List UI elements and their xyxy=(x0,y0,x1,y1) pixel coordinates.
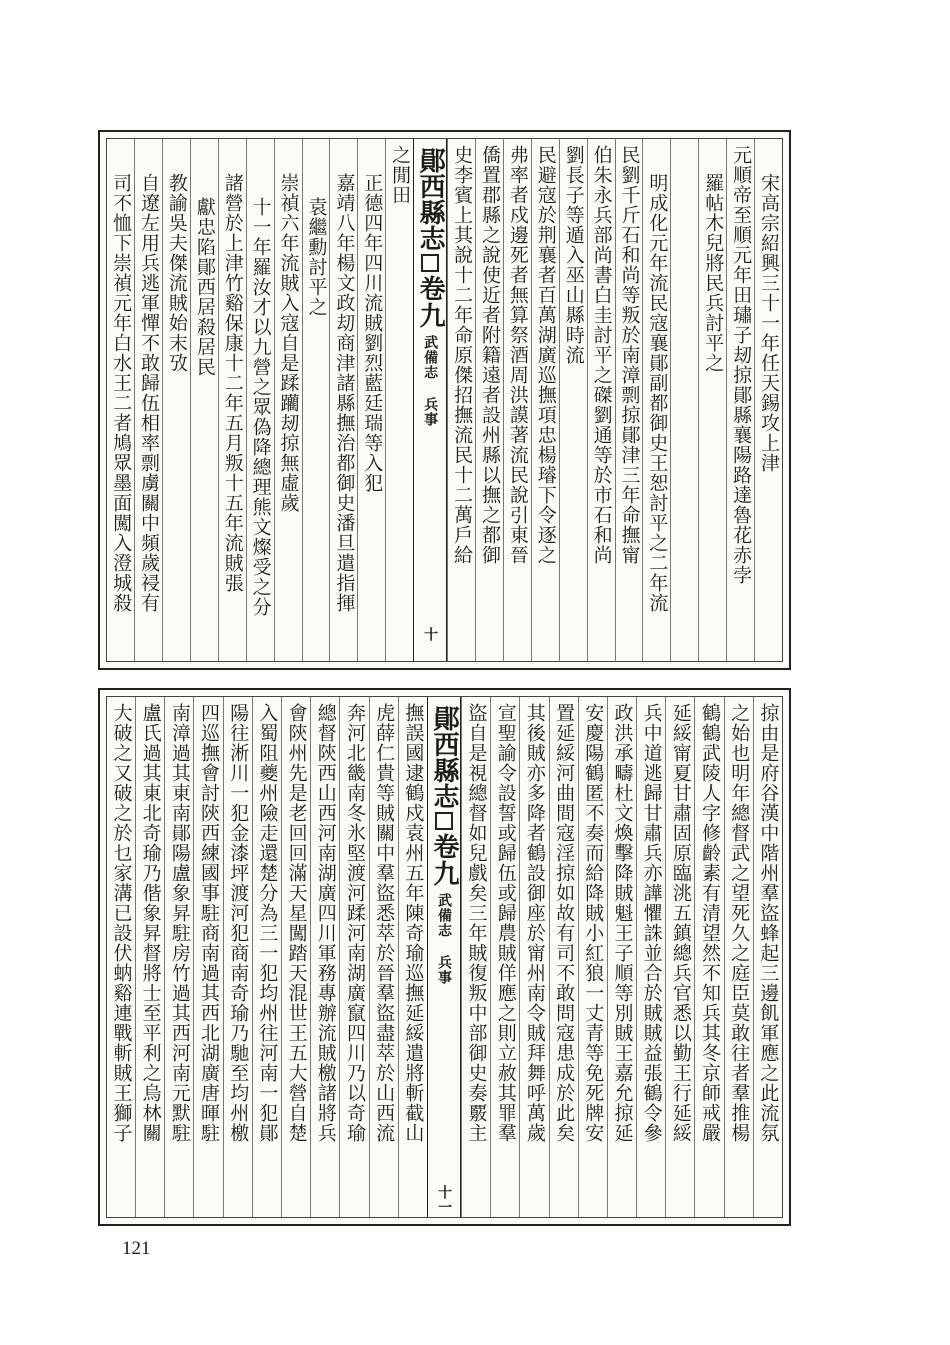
text-column: 司不恤下崇禎元年白水王二者鳩眾墨面闖入澄城殺 xyxy=(110,173,133,613)
text-column: 兵中道逃歸甘肅兵亦譁懼誅並合於賊賊益張鶴令參 xyxy=(636,697,665,1217)
text-column: 袁繼勳討平之 xyxy=(302,139,330,661)
spine-section: 武備志 兵事 xyxy=(422,335,439,427)
text-column: 獻忠陷鄖西居殺居民 xyxy=(190,139,218,661)
text-column: 崇禎六年流賊入寇自是蹂躪刼掠無虛歲 xyxy=(274,139,302,661)
text-column: 安慶陽鶴匿不奏而給降賊小紅狼一丈青等免死牌安 xyxy=(578,697,607,1217)
text-column: 政洪承疇杜文煥擊降賊魁王子順等別賊王嘉允掠延 xyxy=(607,697,636,1217)
text-column: 之始也明年總督武之望死久之庭臣莫敢往者羣推楊 xyxy=(724,697,753,1217)
spine-volume: 卷九 xyxy=(428,833,459,887)
spine-leaf-number: 十一 xyxy=(435,1185,452,1215)
page-spine xyxy=(427,697,461,1217)
text-column: 掠由是府谷漢中階州羣盜蜂起三邊飢軍應之此流氛 xyxy=(753,697,782,1217)
text-column: 羅帖木兒將民兵討平之 xyxy=(698,139,726,661)
text-column: 嘉靖八年楊文政刧商津諸縣撫治都御史潘旦遣指揮 xyxy=(329,139,357,661)
spine-section: 武備志 兵事 xyxy=(435,893,452,985)
text-column: 民劉千斤石和尚等叛於南漳剽掠鄖津三年命撫甯 xyxy=(615,139,643,661)
text-column: 之閒田 xyxy=(385,139,413,661)
text-column: 宋高宗紹興三十一年任天錫攻上津 xyxy=(754,139,782,661)
text-column: 民避寇於荆襄者百萬湖廣巡撫項忠楊璿下令逐之 xyxy=(531,139,559,661)
spine-title: 鄖西縣志 xyxy=(428,705,459,809)
text-column: 十一年羅汝才以九營之眾偽降總理熊文燦受之分 xyxy=(246,139,274,661)
text-column: 僑置郡縣之說使近者附籍遠者設州縣以撫之都御 xyxy=(475,139,503,661)
text-column: 盜自是視總督如兒戲矣三年賊復叛中部御史奏覈主 xyxy=(461,697,490,1217)
text-column: 宣聖諭令設誓或歸伍或歸農賊佯應之則立赦其罪羣 xyxy=(490,697,519,1217)
text-column: 大破之又破之於乜家溝已設伏蚋谿連戰斬賊王獅子 xyxy=(110,703,133,1143)
bottom-page-columns xyxy=(107,697,782,1217)
spine-volume: 卷九 xyxy=(415,275,446,329)
fish-tail-mark-icon xyxy=(421,254,439,272)
text-column: 劉長子等遁入巫山縣時流 xyxy=(559,139,587,661)
text-column: 虎薛仁貴等賊關中羣盜悉萃於晉羣盜盡萃於山西流 xyxy=(369,697,398,1217)
text-column: 四巡撫會討陝西練國事駐商南過其西北湖廣唐暉駐 xyxy=(193,697,222,1217)
text-column: 鶴鶴武陵人字修齡素有清望然不知兵其冬京師戒嚴 xyxy=(694,697,723,1217)
text-column: 史李賓上其說十二年命原傑招撫流民十二萬戶給 xyxy=(447,139,475,661)
fish-tail-mark-icon xyxy=(435,812,453,830)
text-column: 弗率者戍邊死者無算祭酒周洪謨著流民說引東晉 xyxy=(503,139,531,661)
text-column: 總督陝西山西河南湖廣四川軍務專辦流賊檄諸將兵 xyxy=(310,697,339,1217)
text-column: 奔河北畿南冬氷堅渡河蹂河南湖廣竄四川乃以奇瑜 xyxy=(339,697,368,1217)
text-column: 南漳過其東南鄖陽盧象昇駐房竹過其西河南元默駐 xyxy=(164,697,193,1217)
top-page xyxy=(98,130,791,670)
text-column: 正德四年四川流賊劉烈藍廷瑞等入犯 xyxy=(357,139,385,661)
text-column: 元順帝至順元年田璛子刼掠鄖縣襄陽路達魯花赤孛 xyxy=(726,139,754,661)
text-column: 教諭吳夫傑流賊始末攷 xyxy=(162,139,190,661)
spine-leaf-number: 十 xyxy=(422,627,439,642)
text-column: 陽往淅川一犯金漆坪渡河犯商南奇瑜乃馳至均州檄 xyxy=(223,697,252,1217)
text-column: 明成化元年流民寇襄鄖副都御史王恕討平之二年流 xyxy=(642,139,670,661)
text-column: 撫誤國逮鶴戍袁州五年陳奇瑜巡撫延綏遣將斬截山 xyxy=(398,697,427,1217)
text-column: 自遼左用兵逃軍憚不敢歸伍相率剽虜關中頻歲祲有 xyxy=(134,139,162,661)
bottom-page xyxy=(98,688,791,1226)
text-column: 盧氏過其東北奇瑜乃偕象昇督將士至平利之烏林關 xyxy=(135,697,164,1217)
top-page-columns xyxy=(107,139,782,661)
text-column xyxy=(670,139,698,661)
page-number: 121 xyxy=(122,1238,151,1259)
text-column: 延綏甯夏甘肅固原臨洮五鎮總兵官悉以勤王行延綏 xyxy=(665,697,694,1217)
text-column: 入蜀阻夔州險走還楚分為三一犯均州往河南一犯鄖 xyxy=(252,697,281,1217)
spine-title: 鄖西縣志 xyxy=(415,147,446,251)
text-column: 會陝州先是老回回滿天星闖踏天混世王五大營自楚 xyxy=(281,697,310,1217)
bottom-page-frame xyxy=(106,696,783,1218)
text-column: 其後賊亦多降者鶴設御座於甯州南令賊拜舞呼萬歲 xyxy=(519,697,548,1217)
text-column: 諸營於上津竹谿保康十二年五月叛十五年流賊張 xyxy=(218,139,246,661)
top-page-frame xyxy=(106,138,783,662)
text-column: 置延綏河曲間寇淫掠如故有司不敢問寇患成於此矣 xyxy=(549,697,578,1217)
page-spine xyxy=(413,139,447,661)
text-column: 伯朱永兵部尚書白圭討平之磔劉通等於市石和尚 xyxy=(587,139,615,661)
